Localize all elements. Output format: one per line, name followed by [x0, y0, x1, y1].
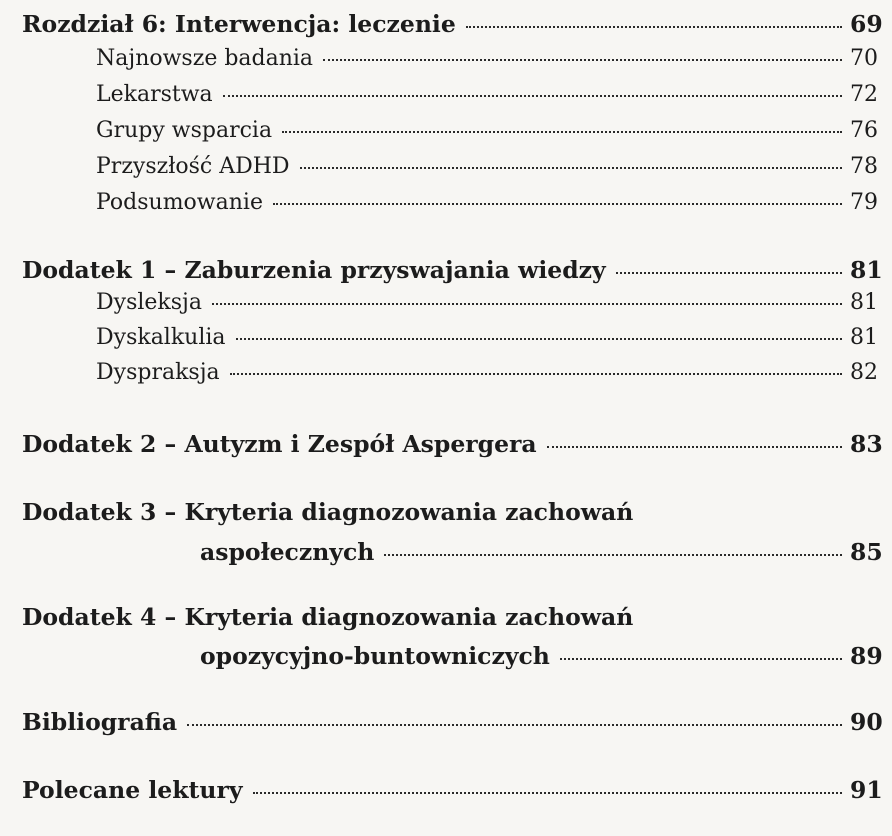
dot-leader: [282, 131, 842, 133]
toc-subentry: [0, 154, 892, 179]
toc-page-number: 91: [850, 776, 883, 804]
toc-page-number: 79: [850, 190, 878, 215]
toc-entry-appendix-4-line1: Dodatek 4 – Kryteria diagnozowania zachowań: [22, 603, 634, 631]
dot-leader: [253, 792, 843, 794]
toc-page-number: 85: [850, 538, 883, 566]
toc-page-number: 81: [850, 290, 878, 315]
toc-subentry: [0, 360, 892, 385]
toc-subentry: [0, 82, 892, 107]
toc-subentry: [0, 118, 892, 143]
toc-subentry: [0, 290, 892, 315]
toc-page-number: 76: [850, 118, 878, 143]
dot-leader: [384, 554, 842, 556]
toc-page-number: 69: [850, 10, 883, 38]
dot-leader: [466, 26, 842, 28]
toc-entry-appendix-3: [0, 538, 892, 566]
toc-subentry-title: Grupy wsparcia: [96, 118, 273, 143]
toc-entry-title: aspołecznych: [200, 538, 375, 566]
toc-subentry-title: Podsumowanie: [96, 190, 263, 215]
dot-leader: [223, 95, 842, 97]
toc-page-number: 81: [850, 325, 878, 350]
toc-subentry-title: Najnowsze badania: [96, 46, 314, 71]
dot-leader: [547, 446, 842, 448]
dot-leader: [300, 167, 842, 169]
toc-page-number: 70: [850, 46, 878, 71]
toc-entry-appendix-4: [0, 642, 892, 670]
toc-entry-appendix-2: [0, 430, 892, 458]
dot-leader: [236, 338, 842, 340]
toc-page-number: 90: [850, 708, 883, 736]
toc-entry-title: Rozdział 6: Interwencja: leczenie: [22, 10, 456, 38]
toc-page-number: 72: [850, 82, 878, 107]
toc-page-number: 83: [850, 430, 883, 458]
dot-leader: [323, 59, 842, 61]
dot-leader: [212, 303, 842, 305]
dot-leader: [187, 724, 842, 726]
dot-leader: [273, 203, 842, 205]
toc-subentry-title: Przyszłość ADHD: [96, 154, 290, 179]
toc-subentry: [0, 325, 892, 350]
dot-leader: [230, 373, 842, 375]
toc-entry-title: Dodatek 2 – Autyzm i Zespół Aspergera: [22, 430, 537, 458]
toc-entry-title: opozycyjno-buntowniczych: [200, 642, 550, 670]
toc-subentry-title: Dyskalkulia: [96, 325, 226, 350]
toc-page-number: 82: [850, 360, 878, 385]
toc-entry-appendix-3-line1: Dodatek 3 – Kryteria diagnozowania zachowań: [22, 498, 634, 526]
toc-subentry-title: Dysleksja: [96, 290, 202, 315]
toc-entry-appendix-1: [0, 256, 892, 284]
dot-leader: [616, 272, 842, 274]
toc-subentry-title: Dyspraksja: [96, 360, 220, 385]
toc-page-number: 78: [850, 154, 878, 179]
toc-subentry: [0, 46, 892, 71]
toc-entry-recommended-reading: [0, 776, 892, 804]
toc-entry-chapter-6: [0, 10, 892, 38]
toc-page-number: 81: [850, 256, 883, 284]
toc-page-number: 89: [850, 642, 883, 670]
toc-entry-title: Polecane lektury: [22, 776, 243, 804]
toc-entry-title: Dodatek 1 – Zaburzenia przyswajania wiedzy: [22, 256, 606, 284]
toc-subentry-title: Lekarstwa: [96, 82, 213, 107]
dot-leader: [560, 658, 842, 660]
toc-entry-title: Bibliografia: [22, 708, 178, 736]
toc-subentry: [0, 190, 892, 215]
toc-entry-bibliography: [0, 708, 892, 736]
